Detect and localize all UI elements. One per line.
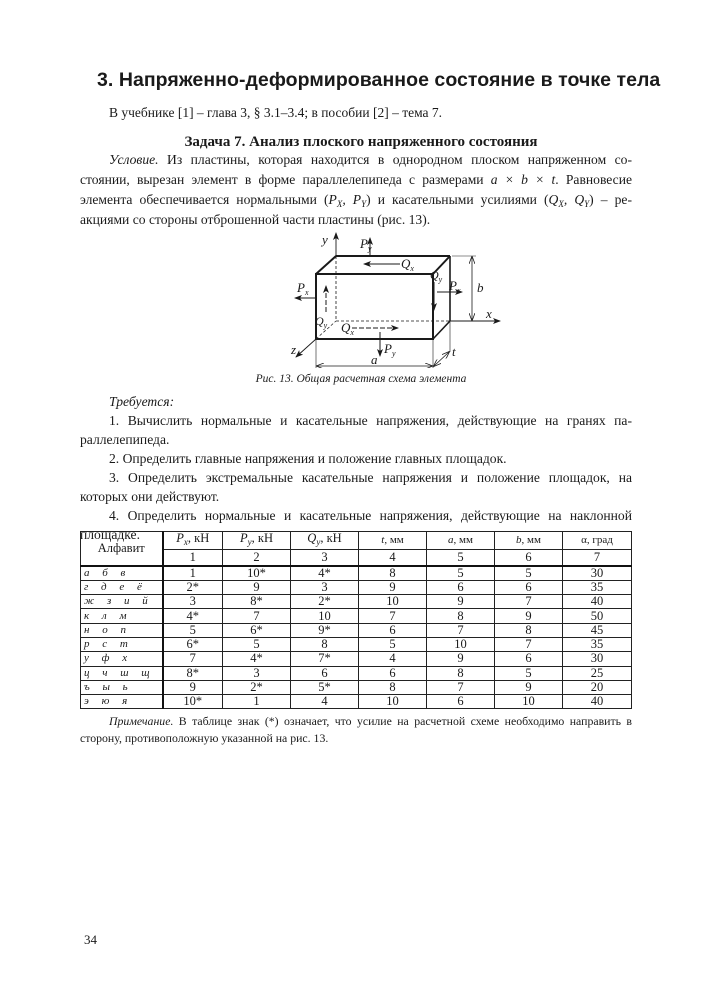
svg-text:Qx: $Q_x$	[341, 320, 354, 337]
table-header-row	[81, 532, 632, 550]
table-cell: 5	[359, 637, 427, 651]
table-row	[81, 566, 632, 581]
table-cell: 30	[563, 652, 632, 666]
table-cell: 10	[495, 695, 563, 709]
svg-text:Py: $P_y$	[360, 236, 372, 253]
condition-label: Условие.	[109, 152, 159, 167]
table-cell: 9	[359, 580, 427, 594]
table-column-numbers-row: 1 2 3 4 5 6 7	[81, 550, 632, 566]
table-cell: 30	[563, 566, 632, 581]
table-cell: 6*	[223, 623, 291, 637]
table-cell: 8*	[223, 595, 291, 609]
table-cell: 10*	[163, 695, 223, 709]
table-cell: 45	[563, 623, 632, 637]
requirement-3-line-1: 3. Определить экстремальные касательные напряжения и положение площадок, на	[109, 470, 632, 485]
table-cell: 7*	[291, 652, 359, 666]
table-cell: 5	[427, 566, 495, 581]
table-cell: 4	[359, 652, 427, 666]
table-cell: 7	[427, 623, 495, 637]
table-cell: 10	[359, 695, 427, 709]
table-cell: 8	[359, 566, 427, 581]
header-b: b, мм	[495, 532, 563, 550]
y-axis-label: y	[322, 232, 328, 247]
requirement-1-line-2: раллелепипеда.	[80, 432, 170, 447]
table-cell: 25	[563, 666, 632, 680]
figure-caption: Рис. 13. Общая расчетная схема элемента	[255, 373, 467, 385]
header-a: a, мм	[427, 532, 495, 550]
table-cell: 5	[223, 637, 291, 651]
requirement-4-line-1: 4. Определить нормальные и касательные напряжения, действующие на наклонной	[109, 508, 632, 523]
table-cell: 7	[495, 637, 563, 651]
requirement-2: 2. Определить главные напряжения и положение главных площадок.	[109, 451, 507, 466]
table-cell: 6	[359, 623, 427, 637]
task-title: Задача 7. Анализ плоского напряженного состояния	[184, 134, 538, 150]
table-cell: 50	[563, 609, 632, 623]
table-cell: 20	[563, 680, 632, 694]
table-row	[81, 609, 632, 623]
row-letters: г д е ё	[81, 580, 163, 594]
svg-text:Px: $P_x$	[297, 280, 309, 297]
header-py: $P_y$, кН	[223, 532, 291, 550]
table-cell: 9	[495, 680, 563, 694]
table-cell: 9	[163, 680, 223, 694]
svg-text:Px: $P_x$	[449, 278, 461, 295]
note-line-2: сторону, противоположную указанной на рис. 13.	[80, 731, 329, 745]
table-cell: 5	[163, 623, 223, 637]
note-line-1: Примечание. В таблице знак (*) означает, что усилие на расчетной схеме необходимо направить в	[109, 714, 632, 728]
page-number: 34	[84, 932, 97, 947]
table-cell: 1	[223, 695, 291, 709]
table-cell: 7	[427, 680, 495, 694]
table-cell: 40	[563, 695, 632, 709]
table-row	[81, 652, 632, 666]
table-cell: 7	[495, 595, 563, 609]
table-note	[80, 713, 632, 747]
table-cell: 35	[563, 580, 632, 594]
dim-t-label: t	[452, 344, 456, 359]
table-cell: 8	[495, 623, 563, 637]
condition-line-4: акциями со стороны отброшенной части пластины (рис. 13).	[80, 212, 431, 227]
requirement-1-line-1: 1. Вычислить нормальные и касательные напряжения, действующие на гранях па-	[109, 413, 632, 428]
table-cell: 8	[427, 666, 495, 680]
table-cell: 6	[359, 666, 427, 680]
table-cell: 9	[427, 652, 495, 666]
table-cell: 4*	[163, 609, 223, 623]
table-cell: 10	[291, 609, 359, 623]
table-cell: 8	[427, 609, 495, 623]
table-cell: 7	[223, 609, 291, 623]
table-cell: 40	[563, 595, 632, 609]
row-letters: к л м	[81, 609, 163, 623]
dim-a-label: a	[371, 352, 378, 367]
requirement-4-line-2: площадке.	[80, 527, 140, 542]
table-cell: 2*	[163, 580, 223, 594]
svg-text:Py: $P_y$	[384, 341, 396, 358]
table-cell: 6	[495, 652, 563, 666]
table-cell: 9	[223, 580, 291, 594]
dimensions-formula: a × b × t	[490, 172, 556, 187]
table-row	[81, 680, 632, 694]
table-cell: 6	[291, 666, 359, 680]
table-cell: 9	[495, 609, 563, 623]
condition-line-2: стоянии, вырезан элемент в форме параллелепипеда с размерами a × b × t. Равновесие	[80, 172, 633, 187]
svg-text:Qy: $Q_y$	[315, 314, 328, 330]
normal-forces: $P_X$, $P_Y$	[328, 192, 367, 209]
table-cell: 10*	[223, 566, 291, 581]
reference-line: В учебнике [1] – глава 3, § 3.1–3.4; в пособии [2] – тема 7.	[109, 105, 443, 120]
chapter-heading: 3. Напряженно-деформированное состояние в точке тела	[97, 69, 661, 91]
row-letters: э ю я	[81, 695, 163, 709]
table-cell: 7	[163, 652, 223, 666]
shear-forces: $Q_X$, $Q_Y$	[548, 192, 590, 209]
header-qy: $Q_y$, кН	[291, 532, 359, 550]
table-cell: 4*	[223, 652, 291, 666]
table-cell: 8*	[163, 666, 223, 680]
row-letters: ъ ы ь	[81, 680, 163, 694]
svg-text:Qx: $Q_x$	[401, 256, 414, 273]
condition-paragraph	[80, 150, 632, 230]
table-cell: 3	[223, 666, 291, 680]
header-alphabet: Алфавит	[81, 532, 163, 566]
figure-element-scheme	[280, 228, 520, 368]
table-cell: 6*	[163, 637, 223, 651]
table-cell: 4	[291, 695, 359, 709]
row-letters: р с т	[81, 637, 163, 651]
table-cell: 6	[427, 695, 495, 709]
table-cell: 10	[359, 595, 427, 609]
table-cell: 5	[495, 566, 563, 581]
variants-table	[80, 531, 632, 709]
svg-text:Qy: $Q_y$	[430, 268, 443, 284]
header-px: $P_x$, кН	[163, 532, 223, 550]
table-cell: 2*	[291, 595, 359, 609]
table-cell: 3	[163, 595, 223, 609]
condition-line-1: Условие. Из пластины, которая находится в однородном плоском напряженном со-	[109, 152, 632, 167]
row-letters: ж з и й	[81, 595, 163, 609]
table-cell: 6	[495, 580, 563, 594]
dim-b-label: b	[477, 280, 484, 295]
header-alpha: α, град	[563, 532, 632, 550]
table-cell: 35	[563, 637, 632, 651]
condition-line-3: элемента обеспечивается нормальными ($P_X$, $P_Y$) и касательными усилиями ($Q_X$, $Q_Y) - ре-$	[80, 192, 632, 209]
row-letters: н о п	[81, 623, 163, 637]
requirements-label: Требуется:	[109, 394, 175, 409]
x-axis-label: x	[486, 306, 492, 321]
table-cell: 9	[427, 595, 495, 609]
table-cell: 8	[359, 680, 427, 694]
table-cell: 9*	[291, 623, 359, 637]
row-letters: ц ч ш щ	[81, 666, 163, 680]
table-row	[81, 623, 632, 637]
note-label: Примечание.	[109, 714, 174, 728]
table-body	[81, 566, 632, 709]
table-cell: 10	[427, 637, 495, 651]
z-axis-label: z	[291, 342, 297, 357]
table-cell: 2*	[223, 680, 291, 694]
row-letters: а б в	[81, 566, 163, 581]
table-row	[81, 595, 632, 609]
table-cell: 5*	[291, 680, 359, 694]
table-cell: 3	[291, 580, 359, 594]
table-cell: 8	[291, 637, 359, 651]
table-row	[81, 580, 632, 594]
table-cell: 5	[495, 666, 563, 680]
requirements-section	[80, 392, 632, 544]
header-t: t, мм	[359, 532, 427, 550]
table-cell: 7	[359, 609, 427, 623]
requirement-3-line-2: которых они действуют.	[80, 489, 220, 504]
table-cell: 4*	[291, 566, 359, 581]
table-cell: 6	[427, 580, 495, 594]
table-row	[81, 637, 632, 651]
table-cell: 1	[163, 566, 223, 581]
row-letters: у ф х	[81, 652, 163, 666]
table-row	[81, 666, 632, 680]
table-row	[81, 695, 632, 709]
